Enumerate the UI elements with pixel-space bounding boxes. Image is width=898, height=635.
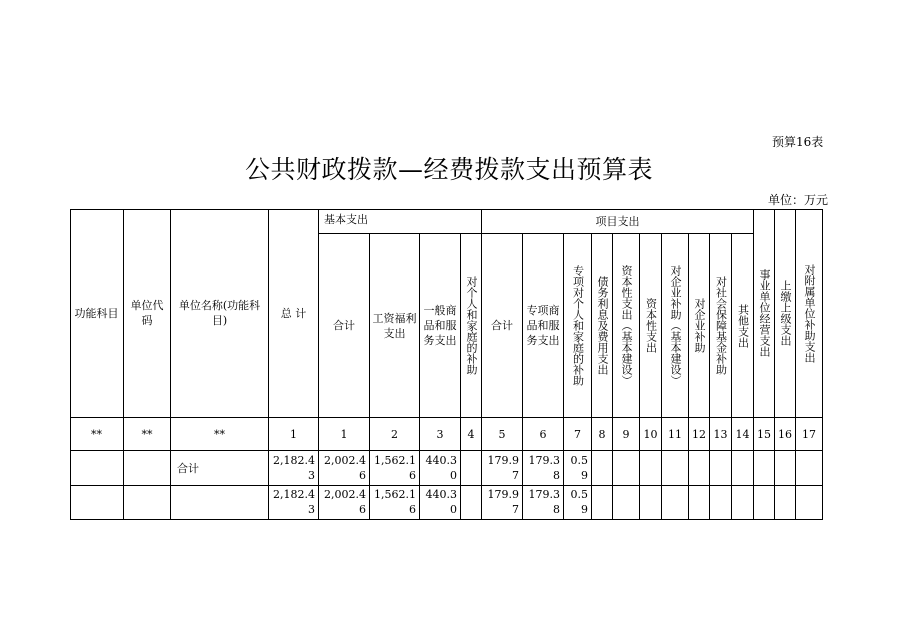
budget-table bbox=[70, 209, 823, 520]
table-cell bbox=[461, 486, 482, 520]
table-cell bbox=[662, 486, 689, 520]
header-upper: 上缴上级支出 bbox=[775, 209, 796, 418]
table-cell bbox=[710, 486, 732, 520]
table-cell bbox=[754, 451, 775, 486]
header-total: 总 计 bbox=[269, 209, 319, 418]
header-proj-debt: 债务利息及费用支出 bbox=[592, 234, 613, 418]
table-cell: 1,562.16 bbox=[370, 451, 420, 486]
table-cell bbox=[640, 451, 662, 486]
table-cell bbox=[461, 451, 482, 486]
form-number: 预算16表 bbox=[772, 135, 824, 149]
header-proj-goods: 专项商品和服务支出 bbox=[523, 234, 564, 418]
index-cell: 8 bbox=[592, 418, 613, 451]
table-cell bbox=[70, 486, 124, 520]
header-basic-personal: 对个人和家庭的补助 bbox=[461, 234, 482, 418]
unit-label: 单位：万元 bbox=[768, 193, 829, 207]
header-proj-total: 合计 bbox=[482, 234, 523, 418]
table-cell: 2,182.43 bbox=[269, 486, 319, 520]
index-cell: 9 bbox=[613, 418, 640, 451]
header-proj-capital: 资本性支出 bbox=[640, 234, 662, 418]
index-cell: 7 bbox=[564, 418, 592, 451]
header-basic-total: 合计 bbox=[319, 234, 370, 418]
table-cell: 179.97 bbox=[482, 486, 523, 520]
table-cell bbox=[775, 451, 796, 486]
index-cell: ** bbox=[70, 418, 124, 451]
header-operating: 事业单位经营支出 bbox=[754, 209, 775, 418]
header-func-code: 功能科目 bbox=[70, 209, 124, 418]
table-cell: 440.30 bbox=[420, 451, 461, 486]
table-cell bbox=[124, 486, 171, 520]
index-cell: 4 bbox=[461, 418, 482, 451]
index-cell: 1 bbox=[269, 418, 319, 451]
table-cell bbox=[613, 486, 640, 520]
table-cell bbox=[662, 451, 689, 486]
header-unit-code: 单位代码 bbox=[124, 209, 171, 418]
page-title: 公共财政拨款—经费拨款支出预算表 bbox=[244, 155, 653, 184]
index-cell: 10 bbox=[640, 418, 662, 451]
table-cell: 2,002.46 bbox=[319, 451, 370, 486]
header-unit-name: 单位名称(功能科目) bbox=[171, 209, 269, 418]
table-cell: 2,002.46 bbox=[319, 486, 370, 520]
table-cell bbox=[124, 451, 171, 486]
index-cell: 13 bbox=[710, 418, 732, 451]
header-basic-salary: 工资福利支出 bbox=[370, 234, 420, 418]
index-cell: 14 bbox=[732, 418, 754, 451]
table-cell bbox=[70, 451, 124, 486]
table-cell bbox=[640, 486, 662, 520]
table-cell bbox=[613, 451, 640, 486]
index-cell: 3 bbox=[420, 418, 461, 451]
index-cell: 15 bbox=[754, 418, 775, 451]
index-cell: 12 bbox=[689, 418, 710, 451]
index-cell: ** bbox=[171, 418, 269, 451]
index-cell: 16 bbox=[775, 418, 796, 451]
table-cell: 179.38 bbox=[523, 486, 564, 520]
header-project-group: 项目支出 bbox=[482, 209, 754, 234]
table-cell: 0.59 bbox=[564, 451, 592, 486]
header-proj-social: 对社会保障基金补助 bbox=[710, 234, 732, 418]
table-cell bbox=[732, 486, 754, 520]
table-cell bbox=[171, 486, 269, 520]
table-cell bbox=[592, 451, 613, 486]
index-cell: 17 bbox=[796, 418, 823, 451]
table-cell bbox=[732, 451, 754, 486]
header-proj-personal: 专项对个人和家庭的补助 bbox=[564, 234, 592, 418]
table-cell bbox=[796, 486, 823, 520]
table-cell bbox=[689, 451, 710, 486]
table-cell: 179.38 bbox=[523, 451, 564, 486]
table-cell bbox=[689, 486, 710, 520]
table-cell bbox=[592, 486, 613, 520]
header-proj-enterprise: 对企业补助 bbox=[689, 234, 710, 418]
header-proj-enterprise-build: 对企业补助（基本建设） bbox=[662, 234, 689, 418]
index-cell: 2 bbox=[370, 418, 420, 451]
table-cell bbox=[796, 451, 823, 486]
table-cell bbox=[754, 486, 775, 520]
index-cell: 1 bbox=[319, 418, 370, 451]
table-cell bbox=[710, 451, 732, 486]
table-cell bbox=[775, 486, 796, 520]
table-cell: 合计 bbox=[171, 451, 269, 486]
header-basic-group: 基本支出 bbox=[319, 209, 482, 234]
header-affiliated: 对附属单位补助支出 bbox=[796, 209, 823, 418]
index-cell: 5 bbox=[482, 418, 523, 451]
index-cell: 6 bbox=[523, 418, 564, 451]
header-basic-goods: 一般商品和服务支出 bbox=[420, 234, 461, 418]
table-cell: 1,562.16 bbox=[370, 486, 420, 520]
header-proj-other: 其他支出 bbox=[732, 234, 754, 418]
table-cell: 179.97 bbox=[482, 451, 523, 486]
table-cell: 2,182.43 bbox=[269, 451, 319, 486]
table-cell: 0.59 bbox=[564, 486, 592, 520]
index-cell: ** bbox=[124, 418, 171, 451]
index-cell: 11 bbox=[662, 418, 689, 451]
table-cell: 440.30 bbox=[420, 486, 461, 520]
header-proj-capital-build: 资本性支出（基本建设） bbox=[613, 234, 640, 418]
